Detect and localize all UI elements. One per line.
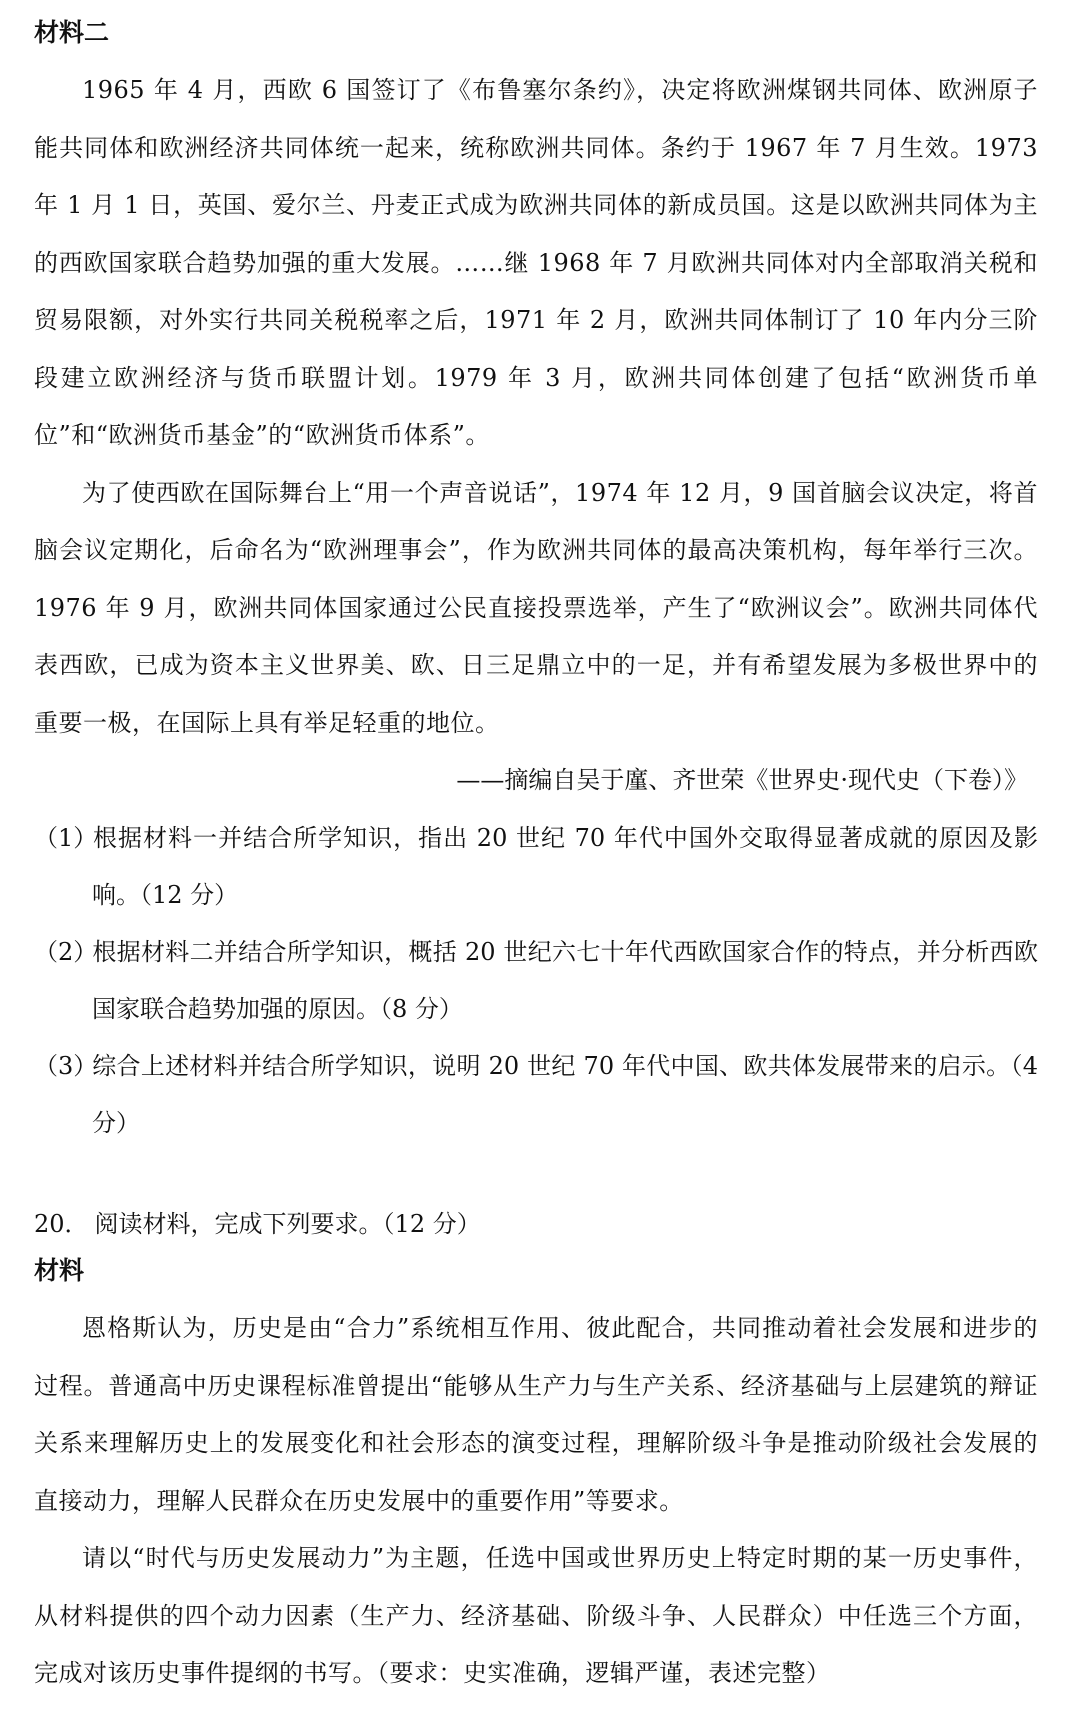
material-two-source: ——摘编自吴于廑、齐世荣《世界史·现代史（下卷）》	[456, 766, 1028, 794]
question-20-prompt-text: 阅读材料，完成下列要求。（12 分）	[94, 1210, 481, 1238]
question-3-text: 综合上述材料并结合所学知识，说明 20 世纪 70 年代中国、欧共体发展带来的启示。（4 分）	[92, 1052, 1038, 1137]
question-2	[34, 924, 1038, 1038]
question-20-paragraph-2: 请以“时代与历史发展动力”为主题，任选中国或世界历史上特定时期的某一历史事件，从材料提供的四个动力因素（生产力、经济基础、阶级斗争、人民群众）中任选三个方面，完成对该历史事件提纲的书写。（要求：史实准确，逻辑严谨，表述完整）	[34, 1544, 1038, 1687]
question-3	[34, 1038, 1038, 1152]
question-1-text: 根据材料一并结合所学知识，指出 20 世纪 70 年代中国外交取得显著成就的原因及影响。（12 分）	[92, 824, 1038, 909]
question-2-label: （2）	[34, 938, 98, 966]
question-20-material-heading: 材料	[34, 1256, 85, 1285]
material-two-heading: 材料二	[34, 18, 110, 47]
question-20-paragraph-1: 恩格斯认为，历史是由“合力”系统相互作用、彼此配合，共同推动着社会发展和进步的过程。普通高中历史课程标准曾提出“能够从生产力与生产关系、经济基础与上层建筑的辩证关系来理解历史上的发展变化和社会形态的演变过程，理解阶级斗争是推动阶级社会发展的直接动力，理解人民群众在历史发展中的重要作用”等要求。	[34, 1314, 1038, 1515]
question-20-prompt	[34, 1204, 1038, 1244]
material-two-paragraph-2: 为了使西欧在国际舞台上“用一个声音说话”，1974 年 12 月，9 国首脑会议决定，将首脑会议定期化，后命名为“欧洲理事会”，作为欧洲共同体的最高决策机构，每年举行三次。1976 年 9 月，欧洲共同体国家通过公民直接投票选举，产生了“欧洲议会”。欧洲共同体代表西欧，已成为资本主义世界美、欧、日三足鼎立中的一足，并有希望发展为多极世界中的重要一极，在国际上具有举足轻重的地位。	[34, 478, 1038, 737]
material-two-paragraph-1: 1965 年 4 月，西欧 6 国签订了《布鲁塞尔条约》，决定将欧洲煤钢共同体、欧洲原子能共同体和欧洲经济共同体统一起来，统称欧洲共同体。条约于 1967 年 7 月生效。1973 年 1 月 1 日，英国、爱尔兰、丹麦正式成为欧洲共同体的新成员国。这是以欧洲共同体为主的西欧国家联合趋势加强的重大发展。……继 1968 年 7 月欧洲共同体对内全部取消关税和贸易限额，对外实行共同关税税率之后，1971 年 2 月，欧洲共同体制订了 10 年内分三阶段建立欧洲经济与货币联盟计划。1979 年 3 月，欧洲共同体创建了包括“欧洲货币单位”和“欧洲货币基金”的“欧洲货币体系”。	[34, 76, 1038, 449]
question-3-label: （3）	[34, 1052, 98, 1080]
question-2-text: 根据材料二并结合所学知识，概括 20 世纪六七十年代西欧国家合作的特点，并分析西欧国家联合趋势加强的原因。（8 分）	[92, 938, 1038, 1023]
question-1	[34, 810, 1038, 924]
question-1-label: （1）	[34, 824, 98, 852]
question-20-number: 20．	[34, 1210, 89, 1238]
